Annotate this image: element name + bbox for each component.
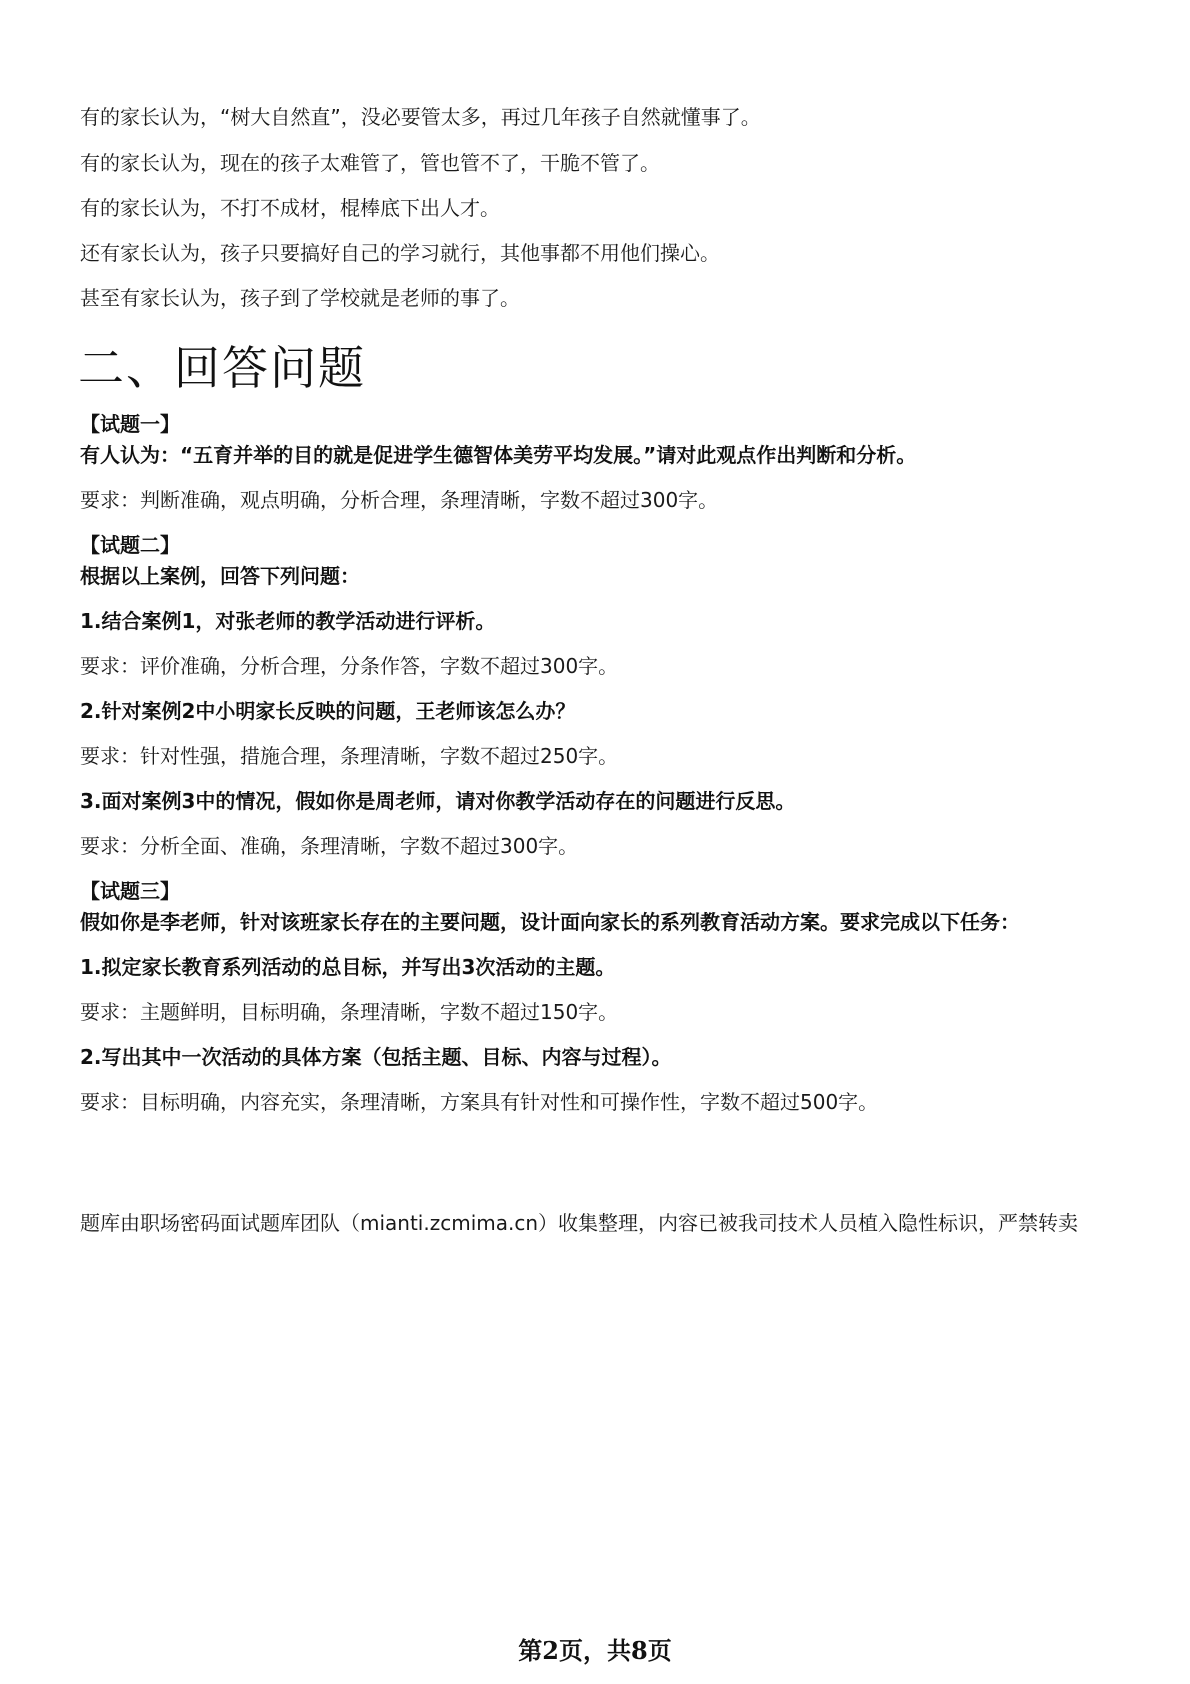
q3-item-2-question: 2.写出其中一次活动的具体方案（包括主题、目标、内容与过程）。 [80,1045,672,1069]
page-number-footer: 第2页，共8页 [518,1636,672,1665]
q2-item-2-requirement: 要求：针对性强，措施合理，条理清晰，字数不超过250字。 [80,744,619,768]
intro-paragraph-1: 有的家长认为，“树大自然直”，没必要管太多，再过几年孩子自然就懂事了。 [80,105,761,129]
q3-stem: 假如你是李老师，针对该班家长存在的主要问题，设计面向家长的系列教育活动方案。要求完成以下任务： [80,910,1020,934]
q2-item-3-requirement: 要求：分析全面、准确，条理清晰，字数不超过300字。 [80,834,579,858]
q3-item-2-requirement: 要求：目标明确，内容充实，条理清晰，方案具有针对性和可操作性，字数不超过500字。 [80,1090,879,1114]
q1-label: 【试题一】 [80,412,180,436]
intro-paragraph-3: 有的家长认为，不打不成材，棍棒底下出人才。 [80,196,500,220]
copyright-notice: 题库由职场密码面试题库团队（mianti.zcmima.cn）收集整理，内容已被我司技术人员植入隐性标识，严禁转卖 [80,1211,1079,1235]
q2-item-2-question: 2.针对案例2中小明家长反映的问题，王老师该怎么办？ [80,699,576,723]
q2-item-1-requirement: 要求：评价准确，分析合理，分条作答，字数不超过300字。 [80,654,619,678]
q3-item-1-requirement: 要求：主题鲜明，目标明确，条理清晰，字数不超过150字。 [80,1000,619,1024]
q2-label: 【试题二】 [80,533,180,557]
intro-paragraph-2: 有的家长认为，现在的孩子太难管了，管也管不了，干脆不管了。 [80,151,660,175]
q1-requirement: 要求：判断准确，观点明确，分析合理，条理清晰，字数不超过300字。 [80,488,719,512]
intro-paragraph-5: 甚至有家长认为，孩子到了学校就是老师的事了。 [80,286,520,310]
section-heading: 二、回答问题 [78,341,366,395]
q3-label: 【试题三】 [80,879,180,903]
q2-item-1-question: 1.结合案例1，对张老师的教学活动进行评析。 [80,609,496,633]
q3-item-1-question: 1.拟定家长教育系列活动的总目标，并写出3次活动的主题。 [80,955,616,979]
q2-item-3-question: 3.面对案例3中的情况，假如你是周老师，请对你教学活动存在的问题进行反思。 [80,789,796,813]
q2-stem: 根据以上案例，回答下列问题： [80,564,360,588]
q1-stem: 有人认为：“五育并举的目的就是促进学生德智体美劳平均发展。”请对此观点作出判断和分析。 [80,443,917,467]
intro-paragraph-4: 还有家长认为，孩子只要搞好自己的学习就行，其他事都不用他们操心。 [80,241,720,265]
